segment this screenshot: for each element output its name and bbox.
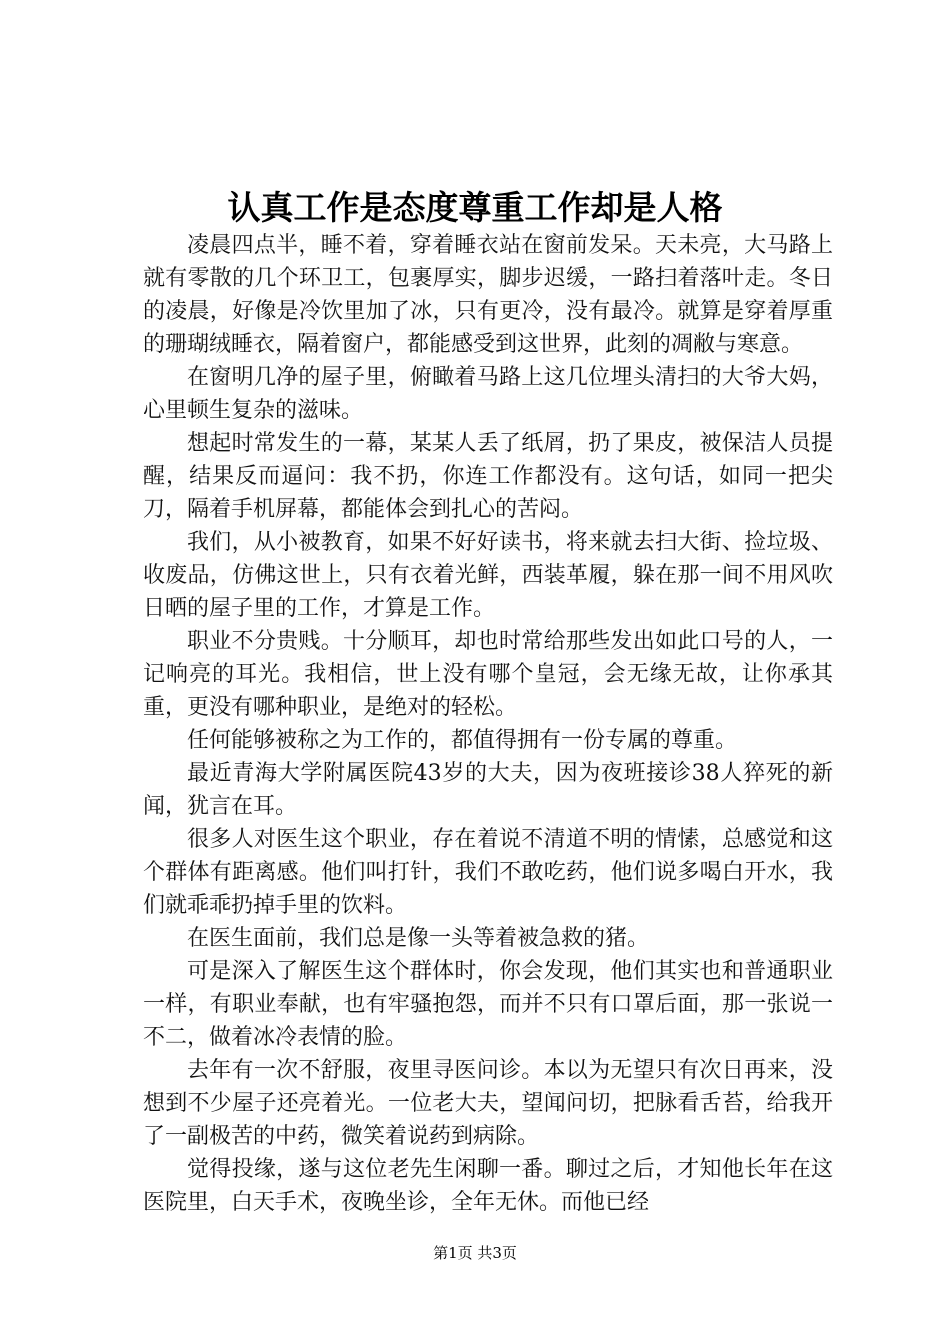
paragraph: 我们，从小被教育，如果不好好读书，将来就去扫大街、捡垃圾、收废品，仿佛这世上，只有衣着光鲜，西装革履，躲在那一间不用风吹日晒的屋子里的工作，才算是工作。 — [143, 530, 833, 621]
paragraph: 很多人对医生这个职业，存在着说不清道不明的情愫，总感觉和这个群体有距离感。他们叫打针，我们不敢吃药，他们说多喝白开水，我们就乖乖扔掉手里的饮料。 — [143, 827, 833, 918]
paragraph: 觉得投缘，遂与这位老先生闲聊一番。聊过之后，才知他长年在这医院里，白天手术，夜晚坐诊，全年无休。而他已经 — [143, 1157, 833, 1215]
paragraph: 最近青海大学附属医院43岁的大夫，因为夜班接诊38人猝死的新闻，犹言在耳。 — [143, 761, 833, 819]
document-title: 认真工作是态度尊重工作却是人格 — [227, 188, 723, 227]
paragraph: 去年有一次不舒服，夜里寻医问诊。本以为无望只有次日再来，没想到不少屋子还亮着光。一位老大夫，望闻问切，把脉看舌苔，给我开了一副极苦的中药，微笑着说药到病除。 — [143, 1058, 833, 1149]
paragraph: 职业不分贵贱。十分顺耳，却也时常给那些发出如此口号的人，一记响亮的耳光。我相信，世上没有哪个皇冠，会无缘无故，让你承其重，更没有哪种职业，是绝对的轻松。 — [143, 629, 833, 720]
paragraph: 在窗明几净的屋子里，俯瞰着马路上这几位埋头清扫的大爷大妈，心里顿生复杂的滋味。 — [143, 365, 833, 423]
document-body — [143, 229, 833, 1219]
page-footer: 第1页 共3页 — [433, 1244, 517, 1262]
paragraph: 在医生面前，我们总是像一头等着被急救的猪。 — [187, 926, 650, 951]
paragraph: 想起时常发生的一幕，某某人丢了纸屑，扔了果皮，被保洁人员提醒，结果反而逼问：我不扔，你连工作都没有。这句话，如同一把尖刀，隔着手机屏幕，都能体会到扎心的苦闷。 — [143, 431, 833, 522]
paragraph: 凌晨四点半，睡不着，穿着睡衣站在窗前发呆。天未亮，大马路上就有零散的几个环卫工，包裹厚实，脚步迟缓，一路扫着落叶走。冬日的凌晨，好像是冷饮里加了冰，只有更冷，没有最冷。就算是穿着厚重的珊瑚绒睡衣，隔着窗户，都能感受到这世界，此刻的凋敝与寒意。 — [143, 233, 833, 357]
paragraph: 任何能够被称之为工作的，都值得拥有一份专属的尊重。 — [187, 728, 738, 753]
paragraph: 可是深入了解医生这个群体时，你会发现，他们其实也和普通职业一样，有职业奉献，也有牢骚抱怨，而并不只有口罩后面，那一张说一不二，做着冰冷表情的脸。 — [143, 959, 833, 1050]
